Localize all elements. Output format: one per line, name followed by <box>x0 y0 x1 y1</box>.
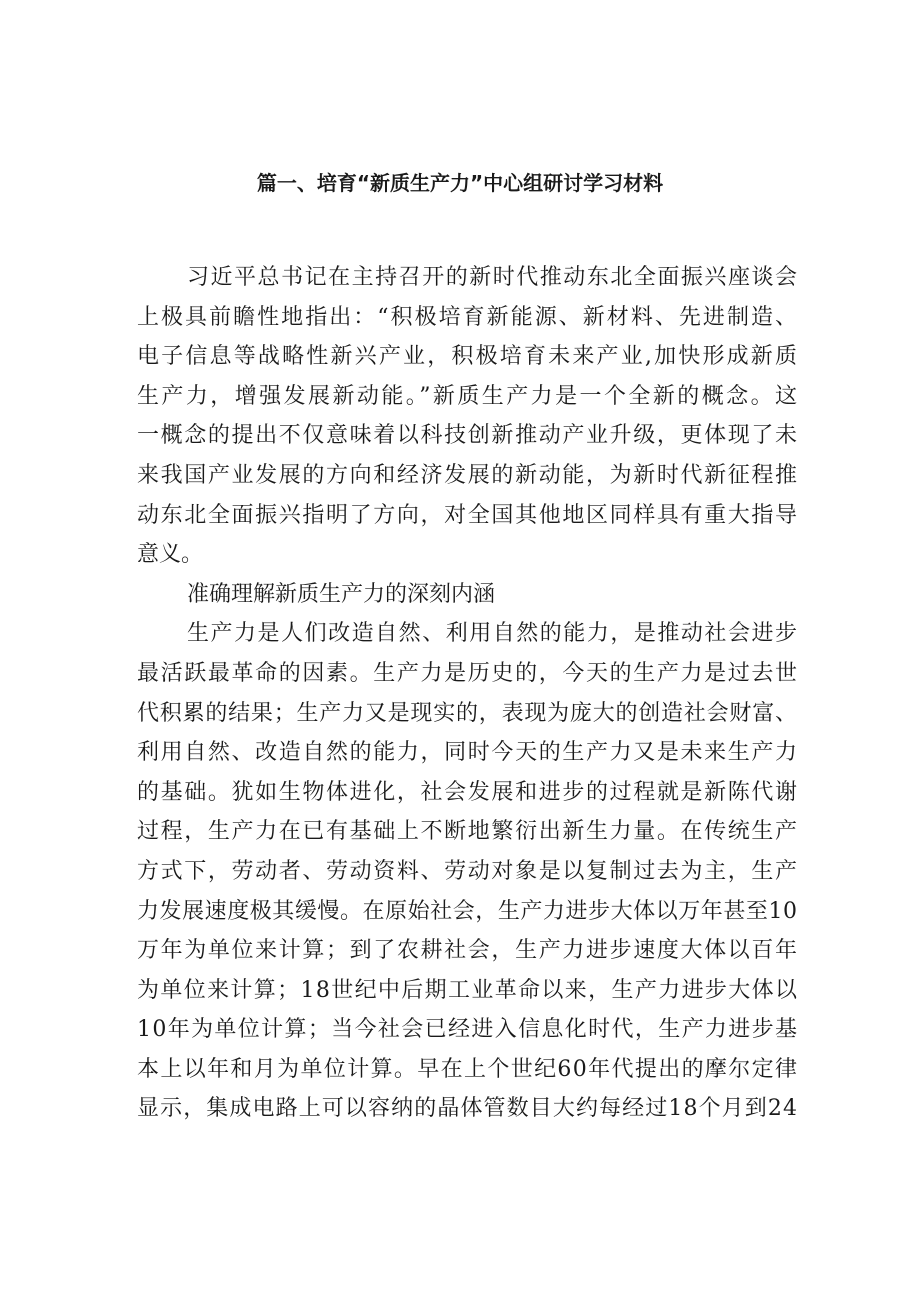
text-line: 一概念的提出不仅意味着以科技创新推动产业升级，更体现了未 <box>137 423 799 449</box>
text-line: 的基础。犹如生物体进化，社会发展和进步的过程就是新陈代谢 <box>137 779 799 805</box>
document-title: 篇一、培育“新质生产力”中心组研讨学习材料 <box>256 171 664 195</box>
text-line: 过程，生产力在已有基础上不断地繁衍出新生力量。在传统生产 <box>137 819 799 845</box>
text-line: 意义。 <box>137 542 204 568</box>
document-body <box>137 258 800 1129</box>
text-line: 电子信息等战略性新兴产业，积极培育未来产业,加快形成新质 <box>137 344 800 370</box>
text-line: 生产力，增强发展新动能。”新质生产力是一个全新的概念。这 <box>137 383 800 409</box>
text-line: 本上以年和月为单位计算。早在上个世纪60年代提出的摩尔定律 <box>137 1056 799 1082</box>
text-line: 方式下，劳动者、劳动资料、劳动对象是以复制过去为主，生产 <box>137 858 799 884</box>
text-line: 显示，集成电路上可以容纳的晶体管数目大约每经过18个月到24 <box>137 1096 799 1122</box>
text-line: 来我国产业发展的方向和经济发展的新动能，为新时代新征程推 <box>137 462 799 488</box>
text-line: 代积累的结果；生产力又是现实的，表现为庞大的创造社会财富、 <box>137 700 798 726</box>
text-line: 动东北全面振兴指明了方向，对全国其他地区同样具有重大指导 <box>137 502 799 528</box>
text-line: 准确理解新质生产力的深刻内涵 <box>187 581 496 607</box>
text-line: 10年为单位计算；当今社会已经进入信息化时代，生产力进步基 <box>137 1017 799 1043</box>
text-line: 为单位来计算；18世纪中后期工业革命以来，生产力进步大体以 <box>137 977 799 1003</box>
text-line: 力发展速度极其缓慢。在原始社会，生产力进步大体以万年甚至10 <box>137 898 798 924</box>
text-line: 上极具前瞻性地指出：“积极培育新能源、新材料、先进制造、 <box>137 304 800 330</box>
text-line: 最活跃最革命的因素。生产力是历史的，今天的生产力是过去世 <box>137 660 799 686</box>
text-line: 万年为单位来计算；到了农耕社会，生产力进步速度大体以百年 <box>137 938 799 964</box>
text-line: 习近平总书记在主持召开的新时代推动东北全面振兴座谈会 <box>187 265 799 290</box>
text-line: 生产力是人们改造自然、利用自然的能力，是推动社会进步 <box>187 621 799 647</box>
text-line: 利用自然、改造自然的能力，同时今天的生产力又是未来生产力 <box>137 740 799 766</box>
